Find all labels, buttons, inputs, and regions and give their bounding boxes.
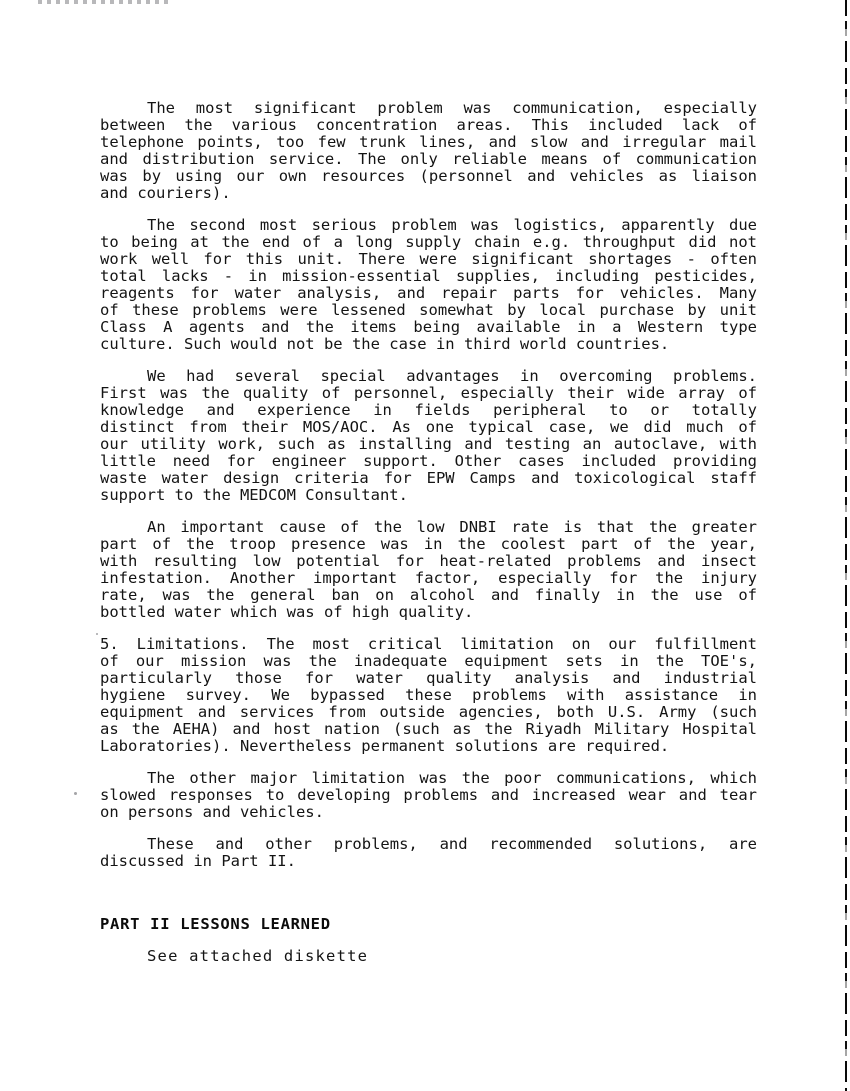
scan-speckle: [74, 792, 77, 795]
text-line: The other major limitation was the poor communications, which: [147, 769, 757, 787]
text-line: discussed in Part II.: [100, 852, 296, 870]
text-line: and couriers).: [100, 184, 231, 202]
text-line: slowed responses to developing problems and increased wear and tear: [100, 786, 757, 804]
text-line: total lacks - in mission-essential supplies, including pesticides,: [100, 267, 757, 285]
text-line: knowledge and experience in fields peripheral to or totally: [100, 401, 757, 419]
text-line: An important cause of the low DNBI rate is that the greater: [147, 518, 757, 536]
closing-note: See attached diskette: [147, 947, 369, 965]
text-line: reagents for water analysis, and repair parts for vehicles. Many: [100, 284, 757, 302]
text-line: our utility work, such as installing and testing an autoclave, with: [100, 435, 757, 453]
text-line: little need for engineer support. Other cases included providing: [100, 452, 757, 470]
text-line: and distribution service. The only reliable means of communication: [100, 150, 757, 168]
text-line: The second most serious problem was logistics, apparently due: [147, 216, 757, 234]
text-line: bottled water which was of high quality.: [100, 603, 474, 621]
text-line: waste water design criteria for EPW Camps and toxicological staff: [100, 469, 757, 487]
text-line: These and other problems, and recommended solutions, are: [147, 835, 757, 853]
text-line: Class A agents and the items being available in a Western type: [100, 318, 757, 336]
part-ii-heading: PART II LESSONS LEARNED: [100, 915, 331, 933]
paragraph: [100, 368, 757, 504]
text-line: First was the quality of personnel, especially their wide array of: [100, 384, 757, 402]
text-line: 5. Limitations. The most critical limitation on our fulfillment: [100, 635, 757, 653]
text-line: to being at the end of a long supply chain e.g. throughput did not: [100, 233, 757, 251]
scan-artifact-right-edge-line: [845, 0, 847, 1091]
paragraph: [100, 636, 757, 755]
text-line: culture. Such would not be the case in third world countries.: [100, 335, 670, 353]
text-line: equipment and services from outside agencies, both U.S. Army (such: [100, 703, 757, 721]
text-line: The most significant problem was communication, especially: [147, 99, 757, 117]
text-line: of our mission was the inadequate equipment sets in the TOE's,: [100, 652, 757, 670]
paragraph: [100, 770, 757, 821]
paragraph: [100, 519, 757, 621]
scan-artifact-top-edge: [38, 0, 170, 4]
paragraph: [100, 100, 757, 202]
text-line: was by using our own resources (personnel and vehicles as liaison: [100, 167, 757, 185]
text-line: part of the troop presence was in the coolest part of the year,: [100, 535, 757, 553]
text-line: distinct from their MOS/AOC. As one typical case, we did much of: [100, 418, 757, 436]
text-line: rate, was the general ban on alcohol and finally in the use of: [100, 586, 757, 604]
text-line: between the various concentration areas. This included lack of: [100, 116, 757, 134]
paragraph: [100, 836, 757, 870]
text-line: support to the MEDCOM Consultant.: [100, 486, 408, 504]
text-line: as the AEHA) and host nation (such as the Riyadh Military Hospital: [100, 720, 757, 738]
text-line: work well for this unit. There were significant shortages - often: [100, 250, 757, 268]
text-line: telephone points, too few trunk lines, and slow and irregular mail: [100, 133, 757, 151]
text-line: with resulting low potential for heat-related problems and insect: [100, 552, 757, 570]
paragraph: [100, 217, 757, 353]
text-line: We had several special advantages in overcoming problems.: [147, 367, 757, 385]
text-line: infestation. Another important factor, especially for the injury: [100, 569, 757, 587]
text-line: Laboratories). Nevertheless permanent solutions are required.: [100, 737, 670, 755]
text-line: hygiene survey. We bypassed these problems with assistance in: [100, 686, 757, 704]
text-line: of these problems were lessened somewhat by local purchase by unit: [100, 301, 757, 319]
text-line: particularly those for water quality analysis and industrial: [100, 669, 757, 687]
document-body: [100, 100, 757, 965]
text-line: on persons and vehicles.: [100, 803, 324, 821]
scan-speckle: [96, 633, 98, 635]
